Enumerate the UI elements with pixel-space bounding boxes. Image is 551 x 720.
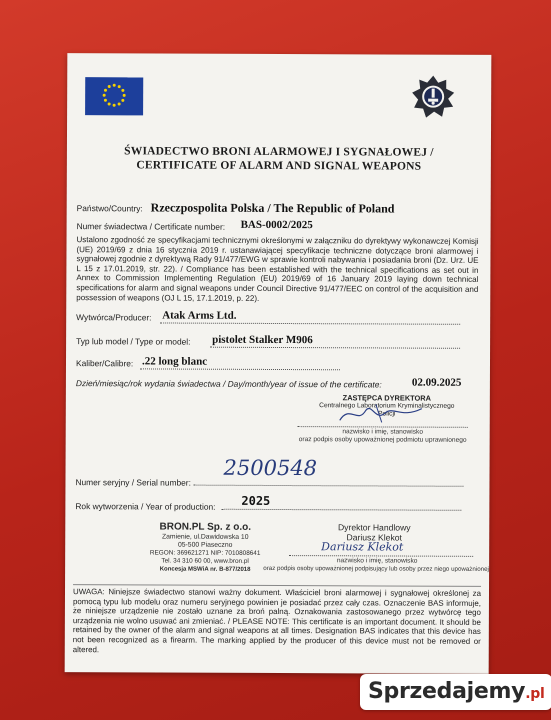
year-value: 2025 <box>241 493 271 508</box>
year-line <box>221 509 461 511</box>
watermark-suffix: .pl <box>525 686 545 702</box>
signer-title: Dyrektor Handlowy <box>337 522 411 533</box>
certificate-document <box>65 53 492 674</box>
authority-caption-1: nazwisko i imię, stanowisko <box>342 428 424 436</box>
notice-text: UWAGA: Niniejsze świadectwo stanowi ważny dokument. Właściciel broni alarmowej i sygnałowej określonej za pomocą typu lub modelu oraz numeru seryjnego powinien je posiadać przez cały czas. Oznaczenie BAS informuje, że niniejsze urządzenie nie zostało uznane za broń palną. Oznakowania zastosowanego przez wytwórcę tego urządzenia nie wolno usuwać ani zmieniać. / PLEASE NOTE: This certificate is an important document. It should be retained by the owner of the alarm and signal weapons at all times. Designation BAS indicates that this device has not been recognized as a firearm. The marking applied by the producer of this device must not be removed or altered. <box>72 587 482 654</box>
authority-caption-2: oraz podpis osoby upoważnionej podmiotu uprawnionego <box>298 436 467 444</box>
cert-number-value: BAS-0002/2025 <box>240 218 313 232</box>
calibre-value: .22 long blanc <box>141 355 208 368</box>
company-name: BRON.PL Sp. z o.o. <box>159 521 252 533</box>
producer-label: Wytwórca/Producer: <box>76 312 152 323</box>
model-label: Typ lub model / Type or model: <box>76 336 191 347</box>
compliance-text: Ustalono zgodność ze specyfikacjami technicznymi określonymi w załączniku do dyrektywy wykonawczej Komisji (UE) 2019/69 z dnia 16 stycznia 2019 r. ustanawiającej specyfikacje techniczne dotyczące broni alarmowej i sygnałowej zgodnie z dyrektywą Rady 91/477/EWG w sprawie kontroli nabywania i posiadania broni (Dz. Urz. UE L 15 z 17.01.2019, str. 22). / Compliance has been established with the technical specifications as set out in Annex to Commission Implementing Regulation (EU) 2019/69 of 16 January 2019 laying down technical specifications for alarm and signal weapons under Council Directive 91/477/EEC on control of the acquisition and possession of weapons (OJ L 15, 17.1.2019, p. 22). <box>76 235 479 303</box>
issue-date-value: 02.09.2025 <box>411 376 462 389</box>
authority-signature-icon <box>336 400 426 426</box>
police-laboratory-seal-icon <box>411 75 455 119</box>
authority-stamp-line1: Centralnego Laboratorium Kryminalistycznego <box>319 401 455 410</box>
company-license: Koncesja MSWiA nr. B-877/2018 <box>159 566 251 573</box>
eu-flag-icon <box>85 77 143 115</box>
watermark-text: Sprzedajemy <box>368 679 526 704</box>
signer-name: Dariusz Klekot <box>346 532 402 543</box>
serial-label: Numer seryjny / Serial number: <box>75 477 191 488</box>
producer-line <box>160 322 460 324</box>
serial-line <box>193 485 463 487</box>
authority-stamp-line2: Policji <box>378 410 396 418</box>
country-value: Rzeczpospolita Polska / The Republic of Poland <box>150 200 395 216</box>
serial-value: 2500548 <box>223 455 318 481</box>
cert-number-label: Numer świadectwa / Certificate number: <box>76 221 226 232</box>
title-polish: ŚWIADECTWO BRONI ALARMOWEJ I SYGNAŁOWEJ / <box>124 145 434 159</box>
authority-stamp-title: ZASTĘPCA DYREKTORA <box>342 393 432 403</box>
year-label: Rok wytworzenia / Year of production: <box>75 501 216 512</box>
model-value: pistolet Stalker M906 <box>212 333 313 347</box>
company-regon: REGON: 369621271 NIP: 7010808641 <box>149 549 261 557</box>
model-line <box>210 347 460 349</box>
company-phone: Tel. 34 310 60 00, www.bron.pl <box>161 557 249 565</box>
producer-value: Atak Arms Ltd. <box>162 309 237 322</box>
company-address2: 05-500 Piaseczno <box>177 541 233 549</box>
calibre-label: Kaliber/Calibre: <box>75 358 134 369</box>
sprzedajemy-watermark <box>360 674 551 710</box>
company-address1: Zamienie, ul.Dawidowska 10 <box>161 533 249 541</box>
signer-signature: Dariusz Klekot <box>321 540 404 554</box>
issue-date-label: Dzień/miesiąc/rok wydania świadectwa / Day/month/year of issue of the certificate: <box>75 378 382 390</box>
signer-caption-2: oraz podpis osoby upoważnionej podpisujący lub osoby przez niego upoważnionej <box>263 564 489 573</box>
country-label: Państwo/Country: <box>76 203 143 214</box>
signer-caption-1: nazwisko i imię, stanowisko <box>336 557 418 565</box>
title-english: CERTIFICATE OF ALARM AND SIGNAL WEAPONS <box>136 159 422 173</box>
company-stamp <box>127 521 283 574</box>
calibre-line <box>140 368 340 370</box>
